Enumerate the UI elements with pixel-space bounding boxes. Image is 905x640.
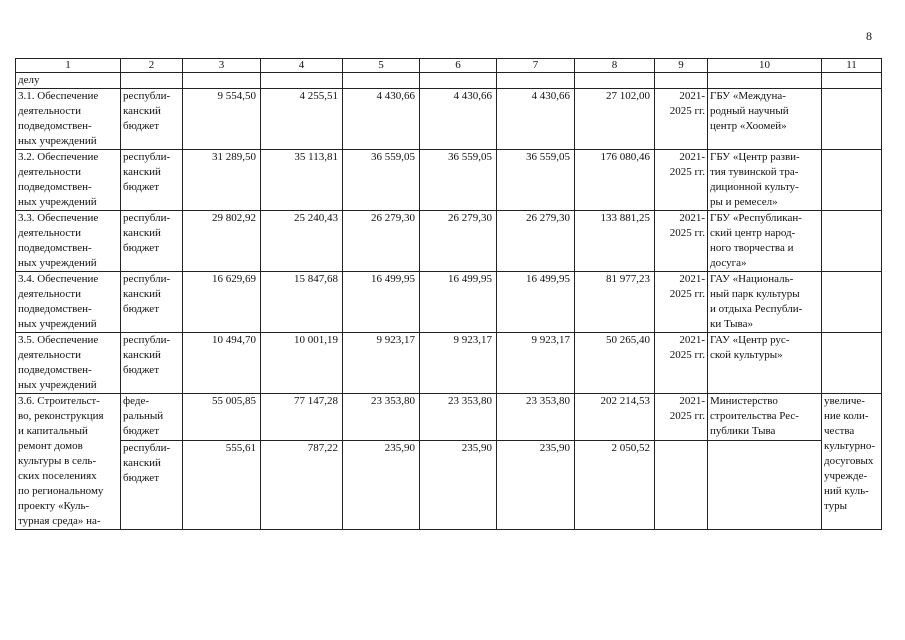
value-cell: 36 559,05 <box>343 150 420 211</box>
text-line: и капитальный <box>18 425 88 437</box>
text-line: подведомствен- <box>18 242 92 254</box>
value-cell: 15 847,68 <box>261 272 343 333</box>
continuation-row <box>16 73 882 89</box>
text-line: деятельности <box>18 227 81 239</box>
value-cell: 9 923,17 <box>497 333 575 394</box>
text-line: публики Тыва <box>710 425 776 437</box>
text-line: культурно- <box>824 440 876 452</box>
text-line: ных учреждений <box>18 196 97 208</box>
column-header: 9 <box>655 59 708 73</box>
text-line: подведомствен- <box>18 120 92 132</box>
funding-source-cell <box>121 394 183 441</box>
period-cell <box>655 150 708 211</box>
executor-cell <box>708 333 822 394</box>
period-cell <box>655 394 708 441</box>
funding-source-cell <box>121 89 183 150</box>
value-cell: 16 499,95 <box>420 272 497 333</box>
text-line: деятельности <box>18 288 81 300</box>
text-line: 3.3. Обеспечение <box>18 212 99 224</box>
text-line: подведомствен- <box>18 181 92 193</box>
result-cell <box>822 211 882 272</box>
text-line: 3.4. Обеспечение <box>18 273 99 285</box>
text-line: 2021- <box>679 395 705 407</box>
text-line: диционной культу- <box>710 181 799 193</box>
text-line: и отдыха Республи- <box>710 303 803 315</box>
value-cell: 77 147,28 <box>261 394 343 441</box>
measure-name-cell <box>16 150 121 211</box>
value-cell: 23 353,80 <box>420 394 497 441</box>
text-line: подведомствен- <box>18 364 92 376</box>
text-line: ральный <box>123 410 164 422</box>
column-header: 1 <box>16 59 121 73</box>
text-line: 2025 гг. <box>669 227 705 239</box>
value-cell: 4 255,51 <box>261 89 343 150</box>
total-cell: 202 214,53 <box>575 394 655 441</box>
measure-name-cell <box>16 394 121 530</box>
text-line: бюджет <box>123 425 159 437</box>
value-cell: 29 802,92 <box>183 211 261 272</box>
text-line: туры <box>824 500 848 512</box>
table-row <box>16 394 882 441</box>
text-line: турная среда» на- <box>18 515 101 527</box>
text-line: родный научный <box>710 105 789 117</box>
result-cell <box>822 150 882 211</box>
text-line: ки Тыва» <box>710 318 753 330</box>
funding-source-cell <box>121 333 183 394</box>
text-line: ных учреждений <box>18 135 97 147</box>
value-cell: 235,90 <box>497 440 575 529</box>
table-row <box>16 150 882 211</box>
text-line: республи- <box>123 273 171 285</box>
text-line: 3.5. Обеспечение <box>18 334 99 346</box>
measure-name-cell <box>16 211 121 272</box>
text-line: досуга» <box>710 257 747 269</box>
budget-table <box>15 58 882 530</box>
text-line: чества <box>824 425 855 437</box>
result-cell <box>822 272 882 333</box>
text-line: ской культуры» <box>710 349 783 361</box>
text-line: ного творчества и <box>710 242 794 254</box>
text-line: бюджет <box>123 120 159 132</box>
measure-name-cell <box>16 333 121 394</box>
text-line: центр «Хоомей» <box>710 120 787 132</box>
text-line: канский <box>123 349 161 361</box>
text-line: канский <box>123 288 161 300</box>
text-line: во, реконструкция <box>18 410 104 422</box>
text-line: 2021- <box>679 90 705 102</box>
column-header: 2 <box>121 59 183 73</box>
funding-source-cell <box>121 150 183 211</box>
text-line: феде- <box>123 395 150 407</box>
text-line: 2021- <box>679 273 705 285</box>
total-cell: 133 881,25 <box>575 211 655 272</box>
measure-name-cell <box>16 272 121 333</box>
column-header: 4 <box>261 59 343 73</box>
measure-name-cell <box>16 89 121 150</box>
table-row <box>16 440 882 529</box>
text-line: 2025 гг. <box>669 410 705 422</box>
text-line: учрежде- <box>824 470 868 482</box>
text-line: ГАУ «Националь- <box>710 273 794 285</box>
text-line: канский <box>123 227 161 239</box>
value-cell: 16 499,95 <box>497 272 575 333</box>
text-line: деятельности <box>18 349 81 361</box>
total-cell: 50 265,40 <box>575 333 655 394</box>
value-cell: 555,61 <box>183 440 261 529</box>
value-cell: 4 430,66 <box>497 89 575 150</box>
value-cell: 23 353,80 <box>343 394 420 441</box>
text-line: бюджет <box>123 303 159 315</box>
value-cell: 235,90 <box>343 440 420 529</box>
text-line: ный парк культуры <box>710 288 800 300</box>
text-line: ние коли- <box>824 410 869 422</box>
total-cell: 27 102,00 <box>575 89 655 150</box>
value-cell: 26 279,30 <box>420 211 497 272</box>
value-cell: 4 430,66 <box>343 89 420 150</box>
text-line: 3.1. Обеспечение <box>18 90 99 102</box>
text-line: 2021- <box>679 151 705 163</box>
value-cell: 26 279,30 <box>343 211 420 272</box>
value-cell: 10 494,70 <box>183 333 261 394</box>
column-header: 5 <box>343 59 420 73</box>
value-cell: 9 923,17 <box>420 333 497 394</box>
text-line: республи- <box>123 441 171 454</box>
text-line: ний куль- <box>824 485 869 497</box>
column-header: 3 <box>183 59 261 73</box>
executor-cell <box>708 394 822 441</box>
result-cell <box>822 333 882 394</box>
text-line: канский <box>123 456 161 469</box>
period-cell <box>655 211 708 272</box>
text-line: республи- <box>123 334 171 346</box>
value-cell: 787,22 <box>261 440 343 529</box>
text-line: 2021- <box>679 212 705 224</box>
text-line: ский центр народ- <box>710 227 796 239</box>
value-cell: 9 554,50 <box>183 89 261 150</box>
text-line: ГАУ «Центр рус- <box>710 334 790 346</box>
text-line: ных учреждений <box>18 257 97 269</box>
text-line: увеличе- <box>824 395 865 407</box>
value-cell: 25 240,43 <box>261 211 343 272</box>
value-cell: 31 289,50 <box>183 150 261 211</box>
text-line: ных учреждений <box>18 379 97 391</box>
text-line: деятельности <box>18 166 81 178</box>
text-line: республи- <box>123 212 171 224</box>
funding-source-cell <box>121 272 183 333</box>
text-line: ГБУ «Центр разви- <box>710 151 800 163</box>
text-line: подведомствен- <box>18 303 92 315</box>
column-number-row <box>16 59 882 73</box>
text-line: строительства Рес- <box>710 410 799 422</box>
table-row <box>16 272 882 333</box>
value-cell: 36 559,05 <box>497 150 575 211</box>
total-cell: 81 977,23 <box>575 272 655 333</box>
value-cell: 35 113,81 <box>261 150 343 211</box>
page-number: 8 <box>866 29 872 43</box>
text-line: проекту «Куль- <box>18 500 90 512</box>
text-line: по региональному <box>18 485 104 497</box>
column-header: 8 <box>575 59 655 73</box>
executor-cell <box>708 272 822 333</box>
text-line: бюджет <box>123 181 159 193</box>
text-line: 2025 гг. <box>669 349 705 361</box>
funding-source-cell <box>121 211 183 272</box>
text-line: культуры в сель- <box>18 455 97 467</box>
text-line: бюджет <box>123 364 159 376</box>
value-cell: 23 353,80 <box>497 394 575 441</box>
text-line: республи- <box>123 90 171 102</box>
result-cell <box>822 89 882 150</box>
result-cell <box>822 394 882 530</box>
continuation-text: делу <box>16 73 121 89</box>
value-cell: 235,90 <box>420 440 497 529</box>
text-line: канский <box>123 166 161 178</box>
column-header: 6 <box>420 59 497 73</box>
value-cell: 9 923,17 <box>343 333 420 394</box>
text-line: ГБУ «Республикан- <box>710 212 802 224</box>
value-cell: 4 430,66 <box>420 89 497 150</box>
text-line: республи- <box>123 151 171 163</box>
period-cell <box>655 89 708 150</box>
period-cell <box>655 440 708 529</box>
text-line: 3.2. Обеспечение <box>18 151 99 163</box>
executor-cell <box>708 150 822 211</box>
column-header: 10 <box>708 59 822 73</box>
value-cell: 36 559,05 <box>420 150 497 211</box>
text-line: досуговых <box>824 455 874 467</box>
text-line: ремонт домов <box>18 440 83 452</box>
executor-cell <box>708 440 822 529</box>
period-cell <box>655 272 708 333</box>
text-line: ГБУ «Междуна- <box>710 90 786 102</box>
executor-cell <box>708 211 822 272</box>
text-line: канский <box>123 105 161 117</box>
text-line: деятельности <box>18 105 81 117</box>
table-row <box>16 89 882 150</box>
text-line: 2025 гг. <box>669 105 705 117</box>
text-line: ских поселениях <box>18 470 97 482</box>
value-cell: 16 499,95 <box>343 272 420 333</box>
value-cell: 26 279,30 <box>497 211 575 272</box>
text-line: Министерство <box>710 395 778 407</box>
text-line: ры и ремесел» <box>710 196 778 208</box>
value-cell: 55 005,85 <box>183 394 261 441</box>
value-cell: 16 629,69 <box>183 272 261 333</box>
text-line: бюджет <box>123 471 159 484</box>
period-cell <box>655 333 708 394</box>
text-line: тия тувинской тра- <box>710 166 799 178</box>
total-cell: 176 080,46 <box>575 150 655 211</box>
table-row <box>16 211 882 272</box>
text-line: 2021- <box>679 334 705 346</box>
funding-source-cell <box>121 440 183 529</box>
text-line: ных учреждений <box>18 318 97 330</box>
total-cell: 2 050,52 <box>575 440 655 529</box>
text-line: бюджет <box>123 242 159 254</box>
executor-cell <box>708 89 822 150</box>
value-cell: 10 001,19 <box>261 333 343 394</box>
column-header: 11 <box>822 59 882 73</box>
text-line: 2025 гг. <box>669 166 705 178</box>
text-line: 3.6. Строительст- <box>18 395 100 407</box>
text-line: 2025 гг. <box>669 288 705 300</box>
column-header: 7 <box>497 59 575 73</box>
table-row <box>16 333 882 394</box>
